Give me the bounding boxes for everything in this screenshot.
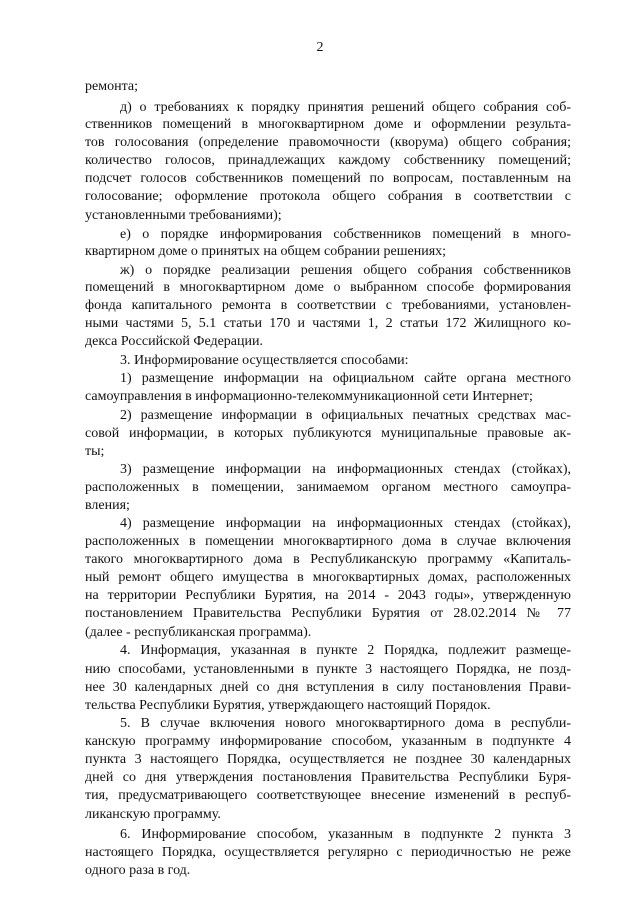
text-line: ликанскую программу. [85,807,221,822]
text-line: д) о требованиях к порядку принятия решений общего собрания соб- [120,100,571,115]
text-line: нее 30 календарных дней со дня вступления в силу постановления Прави- [85,680,571,695]
text-line: дней со дня утверждения постановления Правительства Республики Буря- [85,770,571,785]
text-line: е) о порядке информирования собственников помещений в много- [120,227,571,242]
text-line: ж) о порядке реализации решения общего собрания собственников [120,263,571,278]
text-line: ный ремонт общего имущества в многоквартирных домах, расположенных [85,570,571,585]
text-line: ными частями 5, 5.1 статьи 170 и частями 1, 2 статьи 172 Жилищного ко- [85,316,571,331]
text-line: тия, предусматривающего соответствующее внесение изменений в респуб- [85,788,571,803]
text-line: ты; [85,444,105,459]
text-line: подсчет голосов собственников помещений по вопросам, поставленным на [85,171,571,186]
text-line: тельства Республики Бурятия, утверждающего настоящий Порядок. [85,698,491,713]
text-line: 3) размещение информации на информационных стендах (стойках), [120,462,571,477]
text-line: (далее - республиканская программа). [85,625,312,640]
text-line: помещений в многоквартирном доме о выбранном способе формирования [85,280,571,295]
text-line: квартирном доме о принятых на общем собрании решениях; [85,244,447,259]
text-line: 3. Информирование осуществляется способами: [120,353,409,368]
text-line: канскую программу информирование способом, указанным в подпункте 4 [85,734,571,749]
text-line: 4. Информация, указанная в пункте 2 Порядка, подлежит размеще- [120,643,571,658]
page-number: 2 [316,40,324,55]
text-line: 2) размещение информации в официальных печатных средствах мас- [120,408,571,423]
text-line: 6. Информирование способом, указанным в подпункте 2 пункта 3 [120,827,571,842]
text-line: 5. В случае включения нового многоквартирного дома в республи- [120,716,571,731]
text-line: фонда капитального ремонта в соответствии с требованиями, установлен- [85,298,571,313]
text-line: вления; [85,498,130,513]
text-line: голосование; оформление протокола общего собрания в соответствии с [85,189,571,204]
text-line: совой информации, в которых публикуются муниципальные правовые ак- [85,426,571,441]
text-line: такого многоквартирного дома в Республиканскую программу «Капиталь- [85,552,571,567]
text-line: декса Российской Федерации. [85,334,264,349]
text-line: постановлением Правительства Республики Бурятия от 28.02.2014 № 77 [85,606,571,621]
text-line: расположенных в помещении многоквартирного дома в случае включения [85,534,571,549]
text-line: 1) размещение информации на официальном сайте органа местного [120,371,571,386]
text-line: одного раза в год. [85,863,191,878]
text-line: количество голосов, принадлежащих каждому собственнику помещений; [85,153,571,168]
text-line: на территории Республики Бурятия, на 2014 - 2043 годы», утвержденную [85,588,571,603]
text-line: ственников помещений в многоквартирном доме и оформлении результа- [85,117,571,132]
text-line: пункта 3 настоящего Порядка, осуществляется не позднее 30 календарных [85,752,571,767]
text-line: нию способами, установленными в пункте 3 настоящего Порядка, не позд- [85,662,571,677]
text-line: установленными требованиями); [85,208,282,223]
text-line: расположенных в помещении, занимаемом органом местного самоупра- [85,480,571,495]
text-line: тов голосования (определение правомочности (кворума) общего собрания; [85,135,571,150]
text-line: ремонта; [85,79,138,94]
text-line: настоящего Порядка, осуществляется регулярно с периодичностью не реже [85,845,571,860]
text-line: 4) размещение информации на информационных стендах (стойках), [120,516,571,531]
text-line: самоуправления в информационно-телекоммуникационной сети Интернет; [85,389,533,404]
